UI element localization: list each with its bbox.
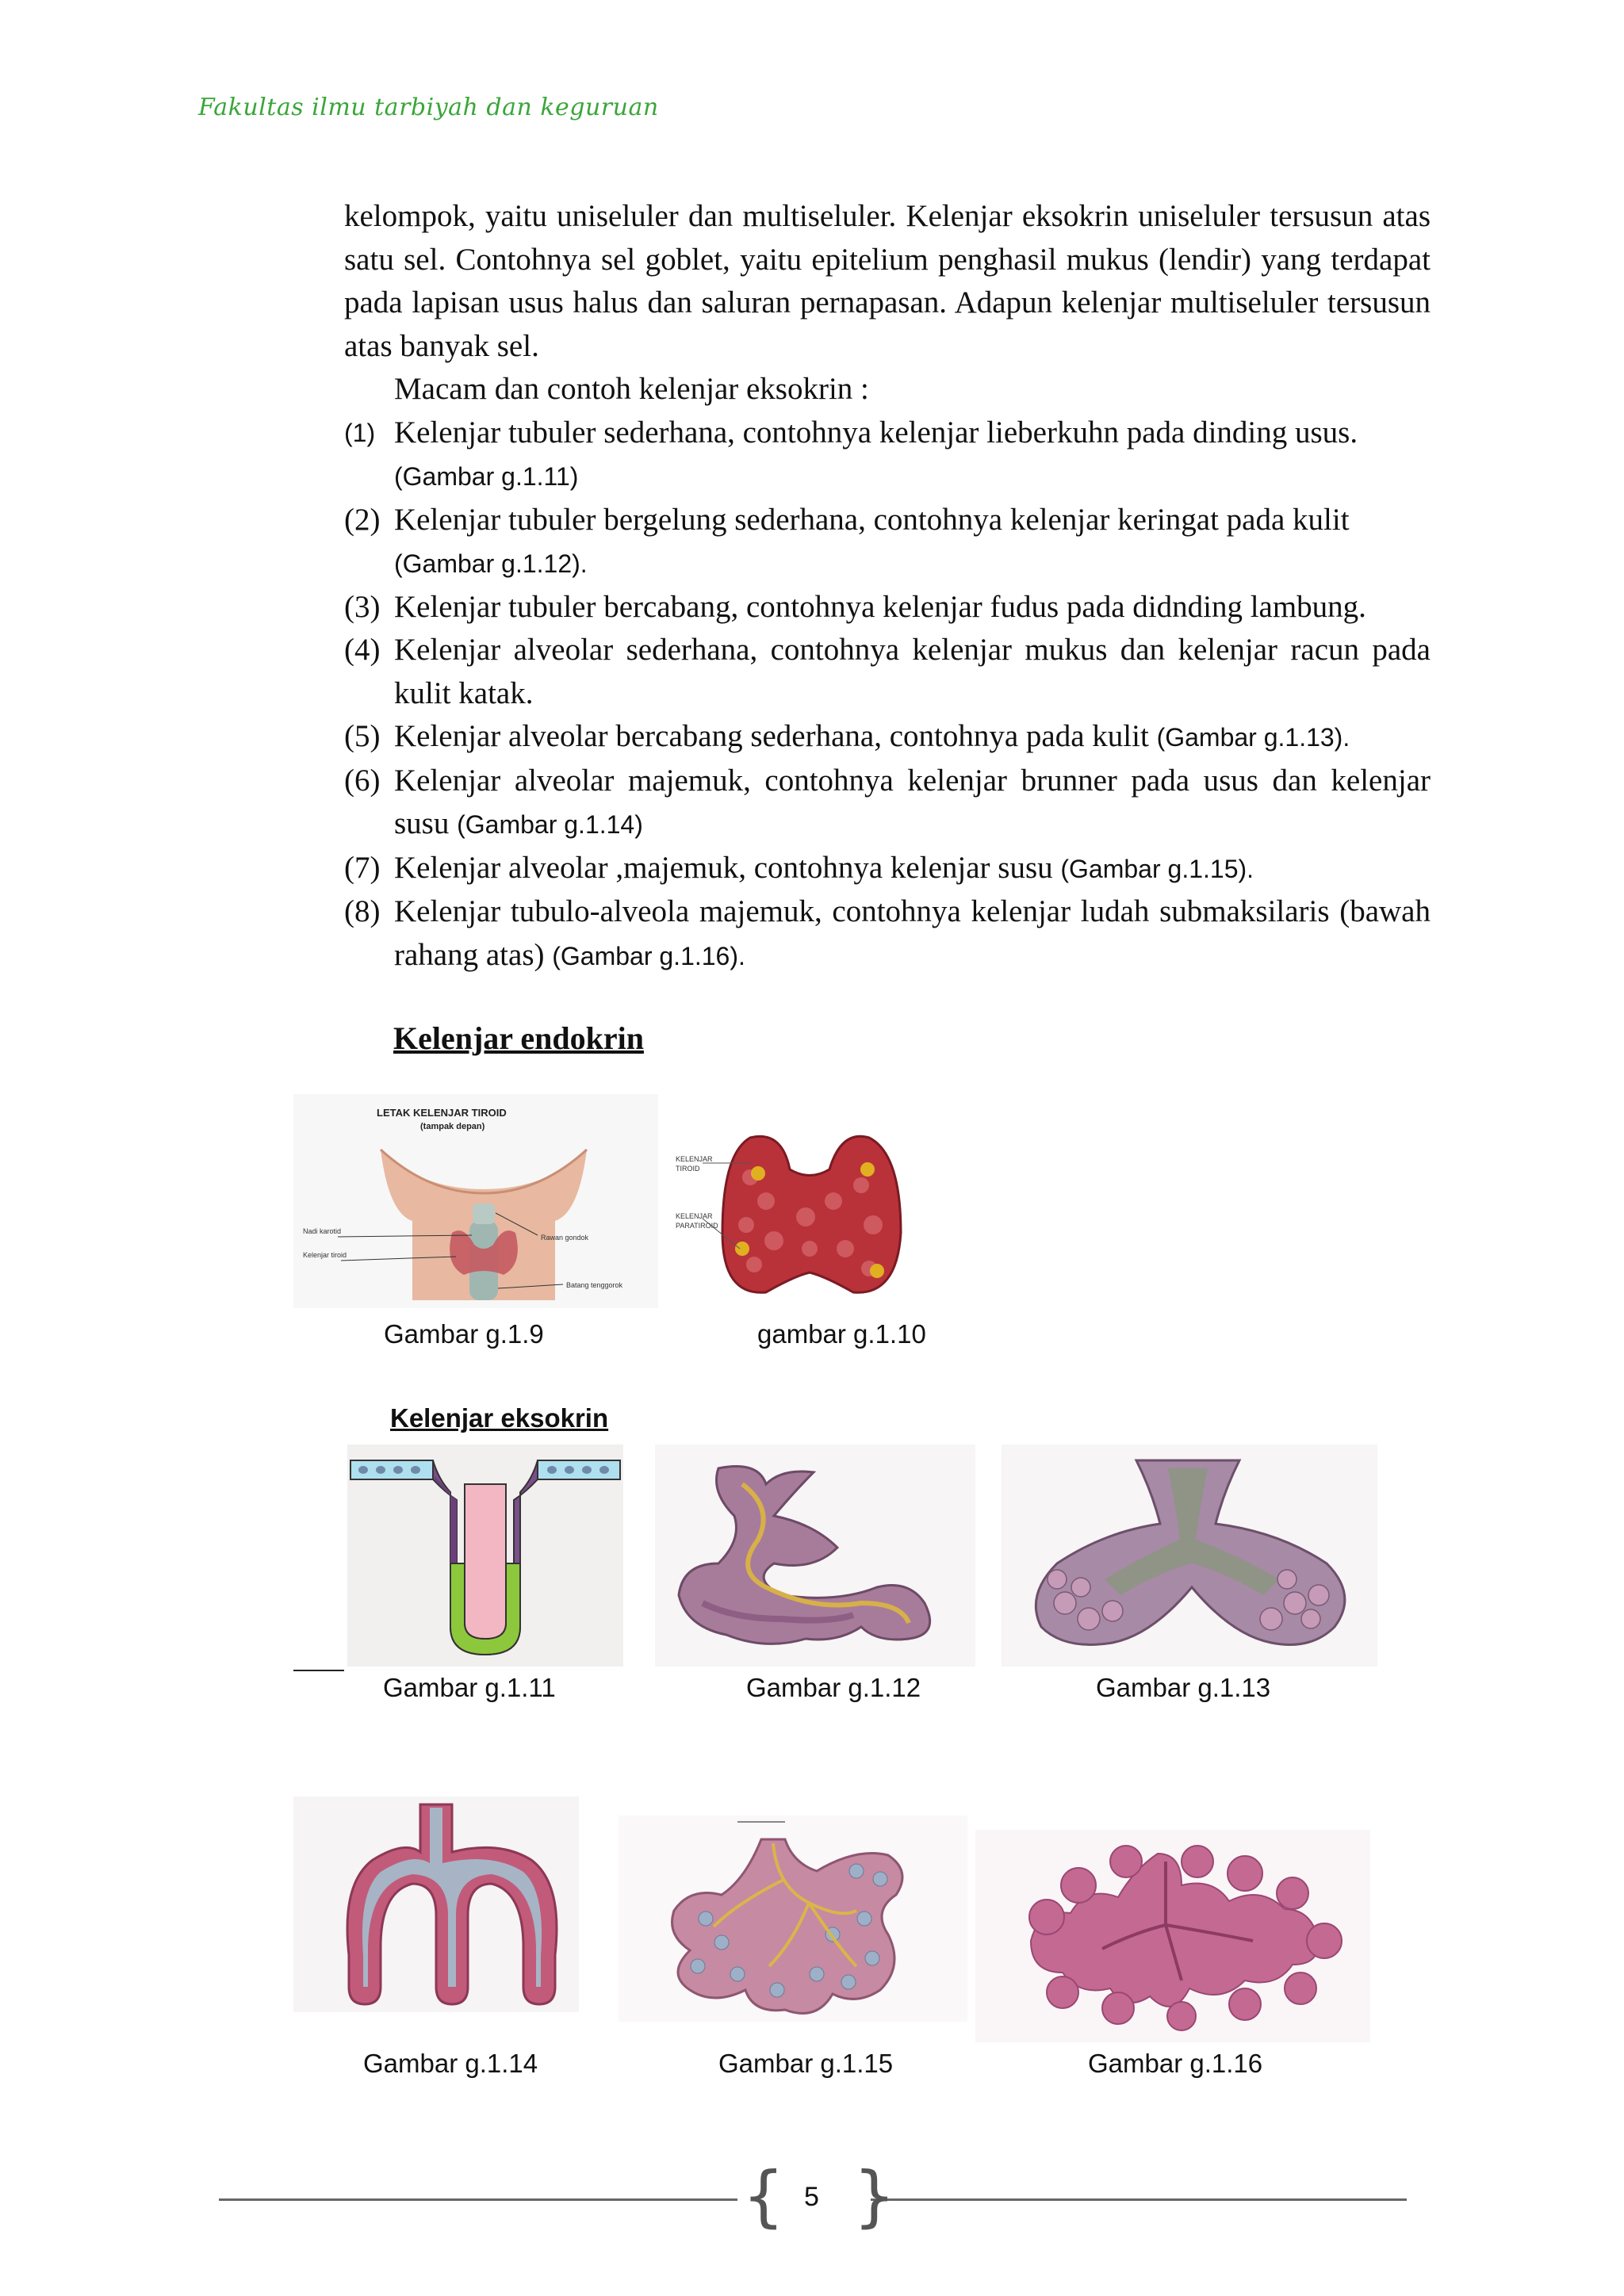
section-heading-endokrin: Kelenjar endokrin [393,1020,644,1056]
list-intro: Macam dan contoh kelenjar eksokrin : [394,372,869,406]
figure-ref: (Gambar g.1.14) [457,810,643,839]
page-number: 5 [804,2182,819,2212]
branched-alveolar-gland-figure [1002,1445,1377,1667]
list-number: (7) [344,850,381,885]
label-batang-tenggorok: Batang tenggorok [566,1281,623,1289]
figure-caption: Gambar g.1.13 [1096,1673,1271,1702]
label-kelenjar-2: KELENJAR [676,1212,713,1220]
list-item [344,499,1431,586]
thyroid-gland-figure [663,1122,956,1312]
list-item-text: Kelenjar tubuler bercabang, contohnya kelenjar fudus pada didnding lambung. [394,589,1366,624]
label-nadi-karotid: Nadi karotid [303,1227,342,1235]
footer-rule-left [219,2198,737,2201]
label-rawan-gondok: Rawan gondok [541,1234,589,1242]
simple-tubular-gland-figure [347,1445,623,1667]
list-item [344,586,1431,629]
list-item [344,411,1431,499]
section-heading-eksokrin: Kelenjar eksokrin [390,1403,609,1433]
list-item-text: Kelenjar alveolar sederhana, contohnya kelenjar mukus dan kelenjar racun pada kulit katak. [394,633,1431,710]
list-number: (1) [344,418,376,447]
figure-ref: (Gambar g.1.11) [394,462,579,491]
figure-caption: Gambar g.1.12 [746,1673,921,1702]
list-number: (2) [344,502,381,537]
list-number: (4) [344,633,381,667]
figure-caption: Gambar g.1.9 [384,1319,544,1349]
coiled-tubular-gland-figure [655,1445,975,1667]
list-item-text: Kelenjar alveolar majemuk, contohnya kelenjar brunner pada usus dan kelenjar susu [394,763,1431,840]
list-number: (8) [344,894,381,928]
list-number: (3) [344,589,381,624]
figure-title: LETAK KELENJAR TIROID [377,1107,507,1119]
label-paratiroid: PARATIROID [676,1222,718,1230]
tubulo-alveolar-gland-figure [975,1830,1370,2042]
body-text [344,195,1431,978]
footer-right-brace: } [853,2157,896,2235]
figure-subtitle: (tampak depan) [420,1122,485,1131]
figure-caption: Gambar g.1.14 [363,2049,538,2078]
figure-caption: Gambar g.1.11 [383,1673,556,1702]
list-item-text: Kelenjar alveolar ,majemuk, contohnya kelenjar susu [394,850,1053,885]
figure-ref: (Gambar g.1.13). [1156,723,1350,752]
list-number: (5) [344,719,381,753]
label-tiroid: TIROID [676,1165,700,1173]
figure-caption: gambar g.1.10 [757,1319,926,1349]
figure-ref: (Gambar g.1.16). [552,941,745,970]
paragraph: kelompok, yaitu uniseluler dan multiseluler. Kelenjar eksokrin uniseluler tersusun atas satu sel. Contohnya sel goblet, yaitu epitelium penghasil mukus (lendir) yang terdapat pada lapisan usus halus dan saluran pernapasan. Adapun kelenjar multiseluler tersusun atas banyak sel. [344,199,1431,363]
running-header: Fakultas ilmu tarbiyah dan keguruan [198,94,659,121]
list-item [344,890,1431,978]
thyroid-location-figure [293,1094,658,1308]
figure-ref: (Gambar g.1.12). [394,549,588,578]
figure-ref: (Gambar g.1.15). [1060,854,1254,883]
footer-left-brace: { [742,2157,785,2235]
list-item-text: Kelenjar tubulo-alveola majemuk, contohnya kelenjar ludah submaksilaris (bawah rahang atas) [394,894,1431,972]
list-item-text: Kelenjar tubuler sederhana, contohnya kelenjar lieberkuhn pada dinding usus. [394,415,1358,450]
compound-alveolar-gland-figure [293,1797,579,2012]
label-kelenjar-tiroid: Kelenjar tiroid [303,1251,347,1259]
stray-underline [293,1670,344,1671]
list-item-text: Kelenjar alveolar bercabang sederhana, contohnya pada kulit [394,719,1149,753]
figure-caption: Gambar g.1.16 [1088,2049,1263,2078]
compound-alveolar-gland-2-figure [619,1816,967,2022]
list-item [344,629,1431,715]
figure-caption: Gambar g.1.15 [718,2049,894,2078]
footer-rule-right [871,2198,1407,2201]
list-item [344,847,1431,891]
list-item [344,760,1431,847]
label-kelenjar: KELENJAR [676,1155,713,1163]
list-item-text: Kelenjar tubuler bergelung sederhana, contohnya kelenjar keringat pada kulit [394,502,1350,537]
list-item [344,715,1431,760]
list-number: (6) [344,763,381,798]
